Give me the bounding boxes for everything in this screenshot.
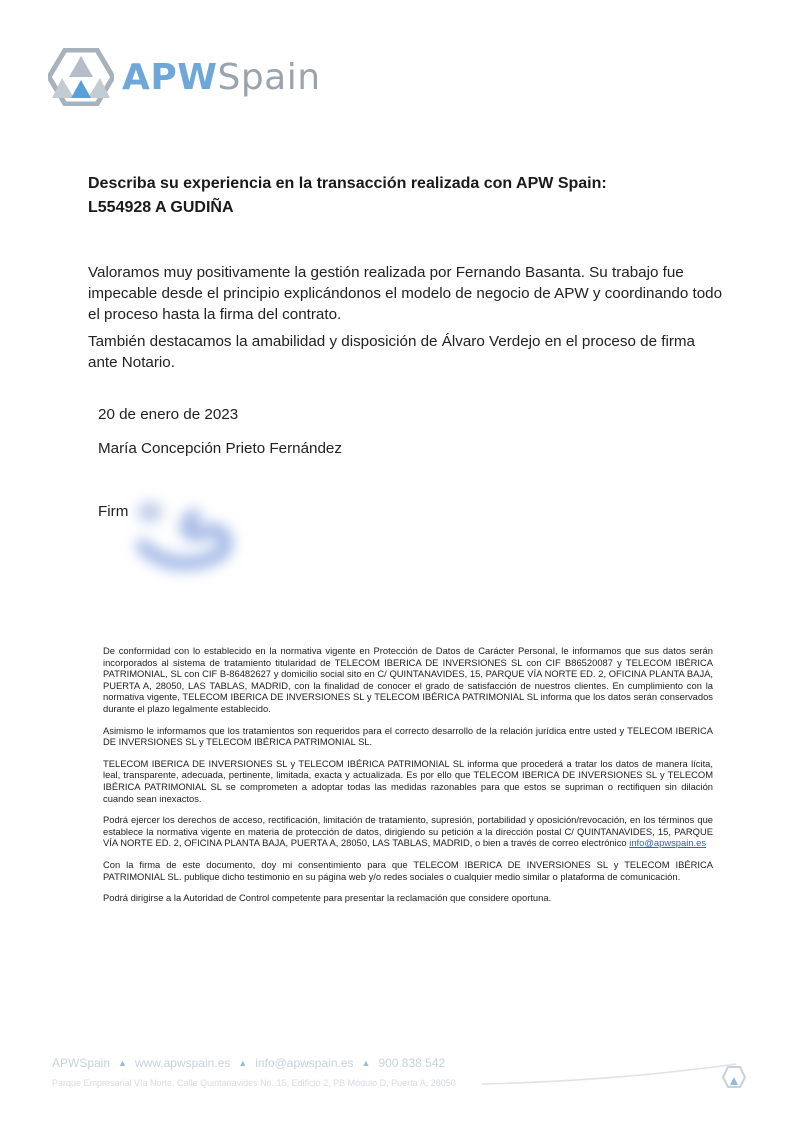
- footer-separator-icon: ▲: [118, 1058, 127, 1068]
- footer-address: Parque Empresarial Vía Norte. Calle Quintanavides No. 15, Edificio 2, PB Módulo D, Puerta A, 28050: [52, 1078, 456, 1088]
- contact-email-link[interactable]: info@apwspain.es: [629, 837, 707, 849]
- heading-question: Describa su experiencia en la transacción realizada con APW Spain:: [88, 175, 607, 192]
- data-protection-notice: [103, 645, 713, 914]
- document-heading: [88, 172, 607, 220]
- blurred-signature-image: [128, 498, 238, 578]
- legal-paragraph-5: Con la firma de este documento, doy mi consentimiento para que TELECOM IBERICA DE INVERSIONES SL y TELECOM IBÉRICA PATRIMONIAL SL. publique dicho testimonio en su página web y/o redes sociales o cualquier medio similar o plataforma de comunicación.: [103, 858, 713, 882]
- company-logo: [48, 48, 321, 106]
- legal-paragraph-4: [103, 814, 713, 849]
- logo-spain-text: Spain: [217, 56, 321, 98]
- footer-website: www.apwspain.es: [134, 1056, 231, 1070]
- signer-name: María Concepción Prieto Fernández: [98, 440, 342, 457]
- heading-reference: L554928 A GUDIÑA: [88, 199, 234, 216]
- apw-logo-icon: [48, 48, 114, 106]
- logo-wordmark: [122, 57, 321, 98]
- legal-paragraph-1: De conformidad con lo establecido en la normativa vigente en Protección de Datos de Carácter Personal, le informamos que sus datos serán incorporados al sistema de tratamiento titularidad de TELECOM IBERICA DE INVERSIONES SL con CIF B86520087 y TELECOM IBÉRICA PATRIMONIAL, SL con CIF B-86482627 y domicilio social sito en C/ QUINTANAVIDES, 15, PARQUE VÍA NORTE ED. 2, OFICINA PLANTA BAJA, PUERTA A, 28050, LAS TABLAS, MADRID, con la finalidad de conocer el grado de satisfacción de nuestros clientes. En cumplimiento con la normativa vigente, TELECOM IBERICA DE INVERSIONES SL y TELECOM IBÉRICA PATRIMONIAL SL informa que los datos serán conservados durante el plazo legalmente establecido.: [103, 645, 713, 714]
- page-footer: [52, 1056, 752, 1088]
- legal-paragraph-2: Asimismo le informamos que los tratamientos son requeridos para el correcto desarrollo de la relación jurídica entre usted y TELECOM IBERICA DE INVERSIONES SL y TELECOM IBÉRICA PATRIMONIAL SL.: [103, 724, 713, 748]
- footer-phone: 900 838 542: [378, 1056, 446, 1070]
- document-date: 20 de enero de 2023: [98, 406, 239, 423]
- testimonial-paragraph-1: Valoramos muy positivamente la gestión realizada por Fernando Basanta. Su trabajo fue impecable desde el principio explicándonos el modelo de negocio de APW y coordinando todo el proceso hasta la firma del contrato.: [88, 264, 723, 323]
- legal-paragraph-4-text: Podrá ejercer los derechos de acceso, rectificación, limitación de tratamiento, supresión, portabilidad y oposición/revocación, en los términos que establece la normativa vigente en materia de protección de datos, dirigiendo su petición a la dirección postal C/ QUINTANAVIDES, 15, PARQUE VÍA NORTE ED. 2, OFICINA PLANTA BAJA, PUERTA A, 28050, LAS TABLAS, MADRID, o bien a través de correo electrónico: [103, 814, 713, 849]
- signature-label: Firm: [98, 503, 129, 520]
- footer-email: info@apwspain.es: [255, 1056, 354, 1070]
- testimonial-paragraph-2: También destacamos la amabilidad y disposición de Álvaro Verdejo en el proceso de firma ante Notario.: [88, 333, 695, 371]
- footer-brand: APWSpain: [52, 1056, 111, 1070]
- footer-separator-icon: ▲: [238, 1058, 248, 1068]
- legal-paragraph-3: TELECOM IBERICA DE INVERSIONES SL y TELECOM IBÉRICA PATRIMONIAL SL informa que procederá a tratar los datos de manera lícita, leal, transparente, adecuada, pertinente, limitada, exacta y actualizada. Es por ello que TELECOM IBERICA DE INVERSIONES SL y TELECOM IBÉRICA PATRIMONIAL SL se comprometen a adoptar todas las medidas razonables para que estos se supriman o rectifiquen sin dilación cuando sean inexactos.: [103, 757, 713, 804]
- logo-apw-text: APW: [122, 56, 218, 98]
- footer-separator-icon: ▲: [361, 1058, 371, 1068]
- legal-paragraph-6: Podrá dirigirse a la Autoridad de Control competente para presentar la reclamación que considere oportuna.: [103, 892, 552, 904]
- footer-logo-icon: [722, 1066, 746, 1088]
